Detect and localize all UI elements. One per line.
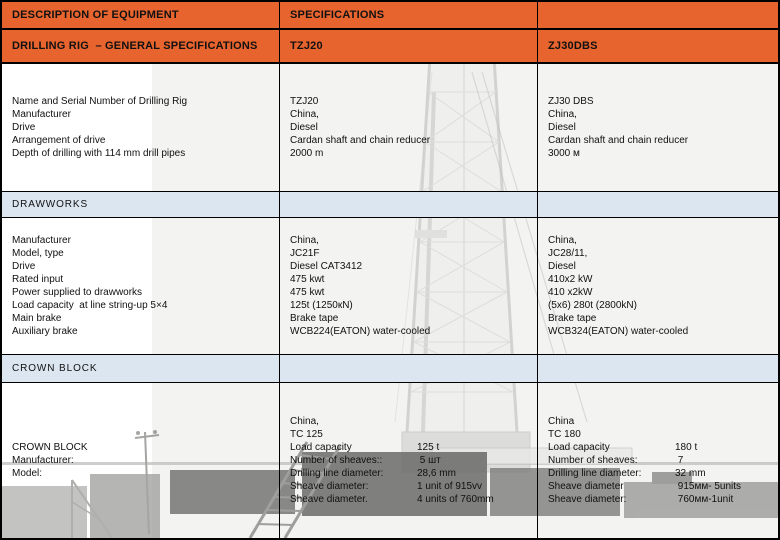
drawworks-tzj20-cell bbox=[280, 218, 538, 355]
spec-line bbox=[290, 415, 533, 428]
spec-label: Model: bbox=[12, 468, 43, 479]
spec-line bbox=[548, 480, 774, 493]
spec-value: 4 units of 760mm bbox=[417, 494, 494, 505]
header-empty-cell bbox=[538, 2, 778, 30]
spec-label: Sheave diameter: bbox=[290, 481, 369, 492]
spec-label: China, bbox=[290, 416, 319, 427]
spec-value bbox=[675, 428, 774, 441]
spec-value: (5x6) 280t (2800kN) bbox=[548, 300, 637, 311]
spec-line bbox=[290, 493, 533, 506]
spec-label: Power supplied to drawworks bbox=[12, 287, 143, 298]
spec-label: Drilling line diameter: bbox=[548, 468, 642, 479]
spec-line bbox=[290, 441, 533, 454]
spec-value: Diesel bbox=[548, 261, 576, 272]
spec-label: Load capacity bbox=[290, 442, 352, 453]
spec-value: 475 kwt bbox=[290, 287, 325, 298]
spec-label: Sheave diameter bbox=[548, 481, 624, 492]
section-crown-block-empty bbox=[538, 355, 778, 383]
spec-value: 125t (1250кN) bbox=[290, 300, 353, 311]
spec-value: 1 unit of 915vv bbox=[417, 481, 483, 492]
drawworks-labels-cell bbox=[2, 218, 280, 355]
spec-value: 760мм-1unit bbox=[675, 494, 734, 505]
spec-line bbox=[290, 480, 533, 493]
spec-value: Cardan shaft and chain reducer bbox=[548, 135, 689, 146]
spec-value: 410 x2kW bbox=[548, 287, 593, 298]
header-model-zj30dbs bbox=[538, 30, 778, 64]
spec-value: 5 шт bbox=[417, 455, 441, 466]
spec-value: China, bbox=[548, 109, 577, 120]
spec-value: ZJ30 DBS bbox=[548, 96, 594, 107]
spec-label: Arrangement of drive bbox=[12, 135, 106, 146]
section-crown-block-empty bbox=[280, 355, 538, 383]
spec-value: Brake tape bbox=[290, 313, 339, 324]
spec-label: Drive bbox=[12, 261, 36, 272]
spec-value: China, bbox=[290, 235, 319, 246]
spec-value: 410x2 kW bbox=[548, 274, 593, 285]
spec-label: Number of sheaves:: bbox=[290, 455, 383, 466]
spec-value bbox=[675, 415, 774, 428]
spec-label: CROWN BLOCK bbox=[12, 442, 88, 453]
spec-value: 2000 m bbox=[290, 148, 324, 159]
spec-line bbox=[290, 467, 533, 480]
spec-value: Brake tape bbox=[548, 313, 597, 324]
spec-value: JC21F bbox=[290, 248, 320, 259]
section-drawworks-empty bbox=[280, 192, 538, 218]
header-drilling-rig-general bbox=[2, 30, 280, 64]
spec-label: TC 125 bbox=[290, 429, 323, 440]
spec-value: 7 bbox=[675, 455, 684, 466]
spec-value: WCB224(EATON) water-cooled bbox=[290, 326, 431, 337]
spec-line bbox=[548, 441, 774, 454]
spec-value: WCB324(EATON) water-cooled bbox=[548, 326, 689, 337]
spec-value: 180 t bbox=[675, 442, 698, 453]
spec-value: JC28/11, bbox=[548, 248, 588, 259]
spec-value: Diesel bbox=[290, 122, 318, 133]
section-crown-block bbox=[2, 355, 280, 383]
drawworks-zj30dbs-cell bbox=[538, 218, 778, 355]
general-zj30dbs-cell bbox=[538, 64, 778, 192]
spec-label: China bbox=[548, 416, 575, 427]
header-label: DESCRIPTION OF EQUIPMENT bbox=[12, 9, 179, 21]
spec-value: Diesel CAT3412 bbox=[290, 261, 363, 272]
spec-label: Name and Serial Number of Drilling Rig bbox=[12, 96, 188, 107]
spec-value: 915мм- 5units bbox=[675, 481, 742, 492]
spec-line bbox=[548, 428, 774, 441]
header-specifications bbox=[280, 2, 538, 30]
section-drawworks-empty bbox=[538, 192, 778, 218]
spec-label: Main brake bbox=[12, 313, 62, 324]
spec-value: Cardan shaft and chain reducer bbox=[290, 135, 431, 146]
spec-label: Sheave diameter: bbox=[548, 494, 627, 505]
general-tzj20-cell bbox=[280, 64, 538, 192]
spec-value: 3000 м bbox=[548, 148, 580, 159]
spec-value bbox=[417, 415, 533, 428]
spec-line bbox=[290, 454, 533, 467]
header-description-of-equipment bbox=[2, 2, 280, 30]
spec-label: Sheave diameter. bbox=[290, 494, 368, 505]
spec-label: TC 180 bbox=[548, 429, 581, 440]
spec-line bbox=[548, 415, 774, 428]
spec-label: Auxiliary brake bbox=[12, 326, 78, 337]
spec-value: 125 t bbox=[417, 442, 440, 453]
spec-line bbox=[548, 454, 774, 467]
section-title: DRAWWORKS bbox=[12, 199, 89, 210]
spec-line bbox=[548, 493, 774, 506]
spec-value: China, bbox=[290, 109, 319, 120]
spec-value: 28,6 mm bbox=[417, 468, 456, 479]
spec-label: Manufacturer: bbox=[12, 455, 74, 466]
spec-value: China, bbox=[548, 235, 577, 246]
equipment-spec-table bbox=[2, 2, 778, 538]
header-model-tzj20 bbox=[280, 30, 538, 64]
spec-label: Manufacturer bbox=[12, 235, 71, 246]
header-label: SPECIFICATIONS bbox=[290, 9, 385, 21]
spec-value: TZJ20 bbox=[290, 96, 319, 107]
crownblock-zj30dbs-cell bbox=[538, 383, 778, 538]
spec-label: Depth of drilling with 114 mm drill pipes bbox=[12, 148, 186, 159]
header-label: TZJ20 bbox=[290, 40, 323, 52]
section-drawworks bbox=[2, 192, 280, 218]
spec-line bbox=[548, 467, 774, 480]
spec-label: Load capacity bbox=[548, 442, 610, 453]
spec-value: Diesel bbox=[548, 122, 576, 133]
section-title: CROWN BLOCK bbox=[12, 363, 98, 374]
spec-label: Drive bbox=[12, 122, 36, 133]
spec-label: Model, type bbox=[12, 248, 64, 259]
spec-label: Number of sheaves: bbox=[548, 455, 638, 466]
spec-label: Load capacity at line string-up 5×4 bbox=[12, 300, 168, 311]
crownblock-labels-cell bbox=[2, 383, 280, 538]
spec-label: Manufacturer bbox=[12, 109, 71, 120]
spec-value: 475 kwt bbox=[290, 274, 325, 285]
spec-label: Rated input bbox=[12, 274, 64, 285]
spec-label: Drilling line diameter: bbox=[290, 468, 384, 479]
crownblock-tzj20-cell bbox=[280, 383, 538, 538]
general-labels-cell bbox=[2, 64, 280, 192]
spec-value bbox=[417, 428, 533, 441]
header-label: DRILLING RIG – GENERAL SPECIFICATIONS bbox=[12, 40, 258, 52]
spec-line bbox=[290, 428, 533, 441]
spec-value: 32 mm bbox=[675, 468, 706, 479]
header-label: ZJ30DBS bbox=[548, 40, 598, 52]
